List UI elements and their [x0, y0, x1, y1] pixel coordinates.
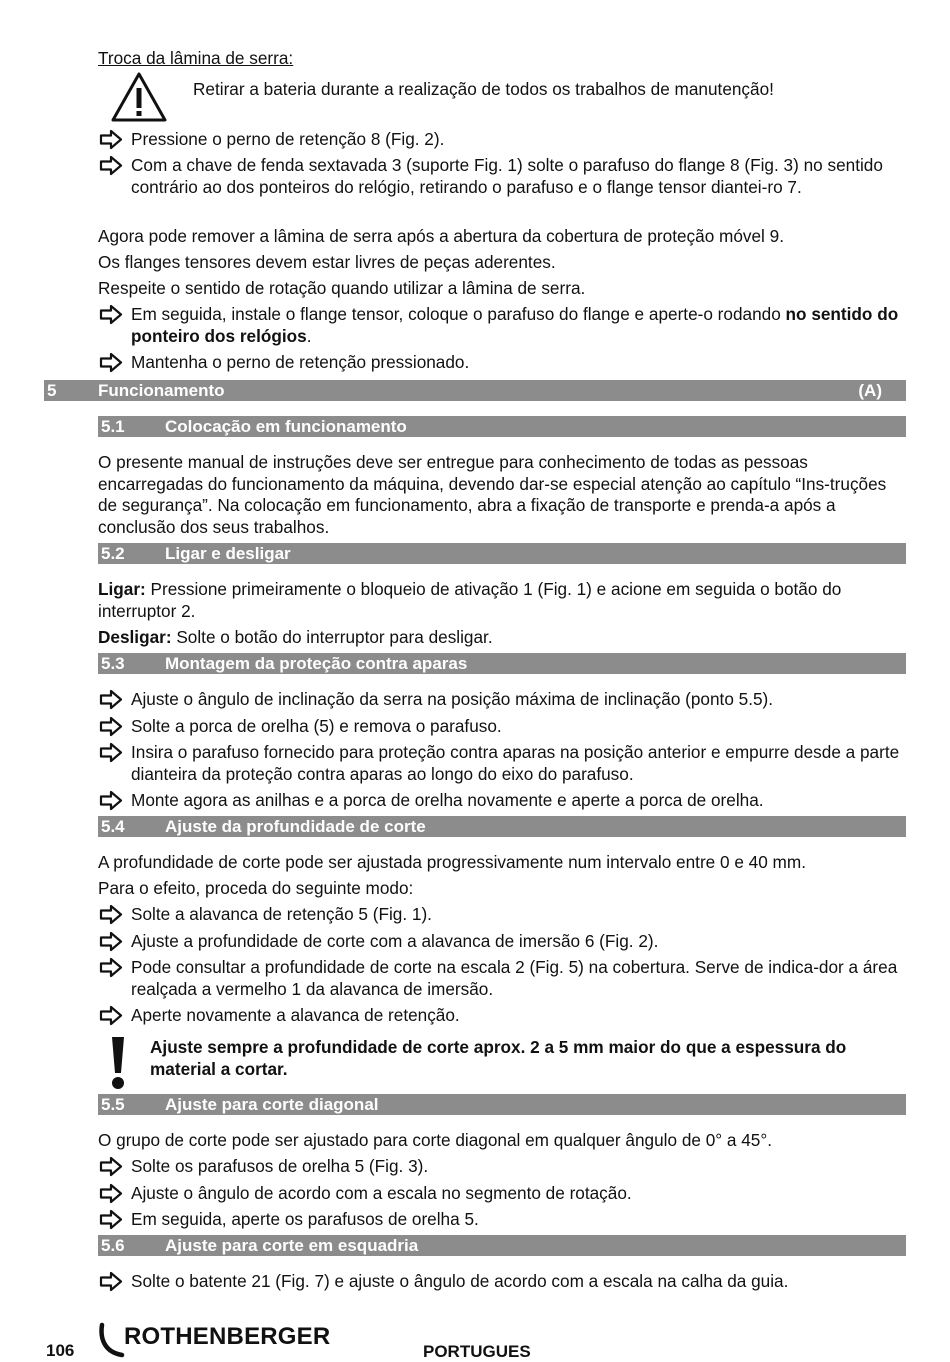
list-item: Mantenha o perno de retenção pressionado. [98, 352, 906, 374]
paragraph: O grupo de corte pode ser ajustado para corte diagonal em qualquer ângulo de 0° a 45°. [98, 1130, 773, 1150]
section-number: 5.6 [101, 1236, 125, 1255]
paragraph: Agora pode remover a lâmina de serra após a abertura da cobertura de proteção móvel 9. [98, 226, 784, 246]
section-header-5-2 [98, 543, 906, 564]
brand-name: ROTHENBERGER [124, 1323, 331, 1350]
section-heading-blade-change: Troca da lâmina de serra: [98, 48, 294, 68]
page-number: 106 [46, 1341, 75, 1360]
arrow-right-icon [98, 1005, 124, 1026]
section-header-5 [44, 380, 906, 401]
list-item: Insira o parafuso fornecido para proteção contra aparas na posição anterior e empurre desde a parte dianteira da proteção contra aparas ao longo do eixo do parafuso. [98, 742, 906, 785]
list-item: Pressione o perno de retenção 8 (Fig. 2). [98, 129, 906, 151]
list-item: Com a chave de fenda sextavada 3 (suporte Fig. 1) solte o parafuso do flange 8 (Fig. 3) no sentido contrário ao dos ponteiros do relógio, retirando o parafuso e o flange tensor diantei-ro 7. [98, 155, 906, 198]
warning-triangle-icon [109, 70, 169, 124]
paragraph-switch-on: Ligar: Pressione primeiramente o bloqueio de ativação 1 (Fig. 1) e acione em seguida o botão do interruptor 2. [98, 579, 842, 621]
arrow-right-icon [98, 304, 124, 325]
list-item: Solte a alavanca de retenção 5 (Fig. 1). [98, 904, 906, 926]
language-label: PORTUGUES [423, 1342, 531, 1361]
list-item: Em seguida, instale o flange tensor, coloque o parafuso do flange e aperte-o rodando no sentido do ponteiro dos relógios. [98, 304, 906, 347]
important-note: Ajuste sempre a profundidade de corte aprox. 2 a 5 mm maior do que a espessura do material a cortar. [150, 1037, 847, 1079]
warning-text: Retirar a bateria durante a realização de todos os trabalhos de manutenção! [193, 79, 774, 99]
list-item: Aperte novamente a alavanca de retenção. [98, 1005, 906, 1027]
arrow-right-icon [98, 904, 124, 925]
section-header-5-3 [98, 653, 906, 674]
section-number: 5 [47, 381, 57, 400]
arrow-right-icon [98, 689, 124, 710]
exclamation-icon [108, 1035, 128, 1091]
section-header-5-1 [98, 416, 906, 437]
list-item: Ajuste o ângulo de acordo com a escala no segmento de rotação. [98, 1183, 906, 1205]
paragraph-switch-off: Desligar: Solte o botão do interruptor para desligar. [98, 627, 493, 647]
section-header-5-6 [98, 1235, 906, 1256]
arrow-right-icon [98, 352, 124, 373]
arrow-right-icon [98, 1209, 124, 1230]
paragraph: Os flanges tensores devem estar livres de peças aderentes. [98, 252, 556, 272]
arrow-right-icon [98, 129, 124, 150]
section-number: 5.2 [101, 544, 125, 563]
list-item: Ajuste o ângulo de inclinação da serra na posição máxima de inclinação (ponto 5.5). [98, 689, 906, 711]
section-title: Montagem da proteção contra aparas [165, 654, 468, 673]
section-number: 5.3 [101, 654, 125, 673]
paragraph: A profundidade de corte pode ser ajustada progressivamente num intervalo entre 0 e 40 mm. [98, 852, 806, 872]
list-item: Pode consultar a profundidade de corte na escala 2 (Fig. 5) na cobertura. Serve de indica-dor a área realçada a vermelho 1 da alavanca de imersão. [98, 957, 906, 1000]
section-title: Funcionamento [98, 381, 225, 400]
paragraph: O presente manual de instruções deve ser entregue para conhecimento de todas as pessoas encarregadas do funcionamento da máquina, devendo dar-se especial atenção ao capítulo “Ins-truções de segurança”. Na colocação em funcionamento, abra a fixação de transporte e prenda-a após a conclusão dos seus trabalhos. [98, 452, 887, 537]
section-title: Ajuste para corte em esquadria [165, 1236, 419, 1255]
list-item: Solte a porca de orelha (5) e remova o parafuso. [98, 716, 906, 738]
section-header-5-4 [98, 816, 906, 837]
paragraph: Para o efeito, proceda do seguinte modo: [98, 878, 414, 898]
list-item: Monte agora as anilhas e a porca de orelha novamente e aperte a porca de orelha. [98, 790, 906, 812]
section-header-5-5 [98, 1094, 906, 1115]
arrow-right-icon [98, 957, 124, 978]
arrow-right-icon [98, 790, 124, 811]
arrow-right-icon [98, 155, 124, 176]
figure-reference: (A) [858, 381, 882, 400]
list-item: Ajuste a profundidade de corte com a alavanca de imersão 6 (Fig. 2). [98, 931, 906, 953]
section-title: Ligar e desligar [165, 544, 291, 563]
paragraph: Respeite o sentido de rotação quando utilizar a lâmina de serra. [98, 278, 586, 298]
arrow-right-icon [98, 1271, 124, 1292]
arrow-right-icon [98, 716, 124, 737]
section-number: 5.5 [101, 1095, 125, 1114]
list-item: Em seguida, aperte os parafusos de orelha 5. [98, 1209, 906, 1231]
section-number: 5.4 [101, 817, 125, 836]
arrow-right-icon [98, 931, 124, 952]
list-item: Solte o batente 21 (Fig. 7) e ajuste o ângulo de acordo com a escala na calha da guia. [98, 1271, 906, 1293]
arrow-right-icon [98, 1183, 124, 1204]
section-number: 5.1 [101, 417, 125, 436]
arrow-right-icon [98, 742, 124, 763]
brand-logo [98, 1322, 348, 1358]
list-item: Solte os parafusos de orelha 5 (Fig. 3). [98, 1156, 906, 1178]
section-title: Colocação em funcionamento [165, 417, 407, 436]
arrow-right-icon [98, 1156, 124, 1177]
section-title: Ajuste da profundidade de corte [165, 817, 426, 836]
section-title: Ajuste para corte diagonal [165, 1095, 379, 1114]
